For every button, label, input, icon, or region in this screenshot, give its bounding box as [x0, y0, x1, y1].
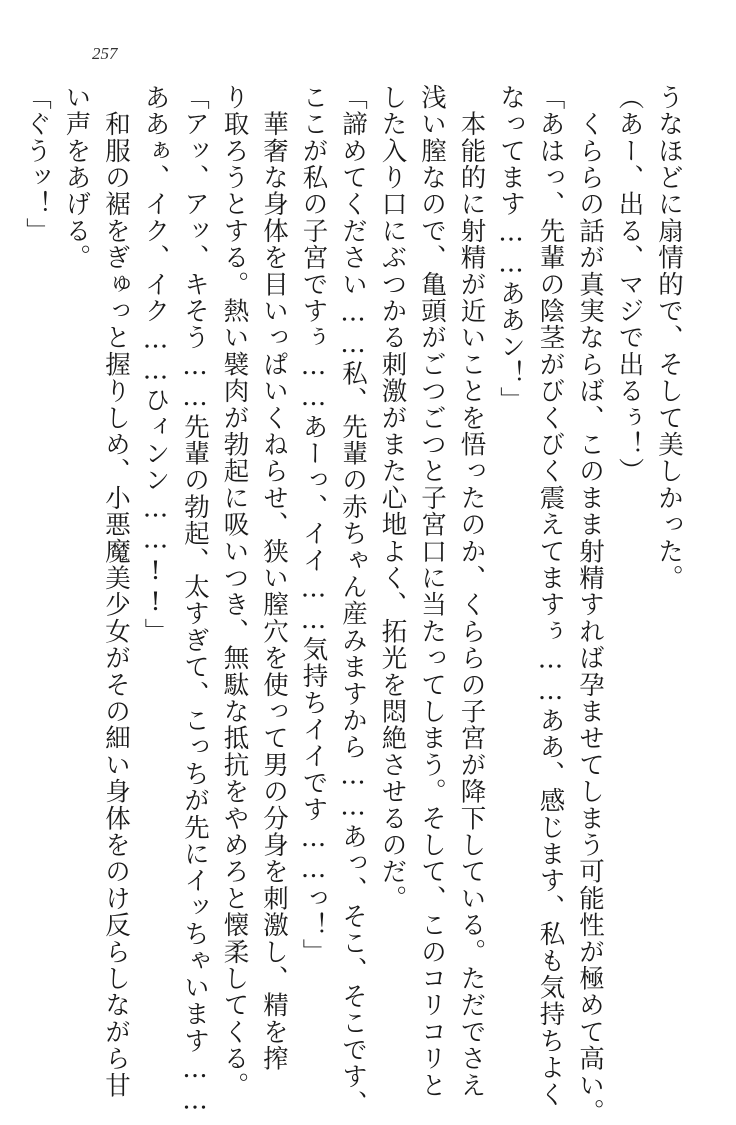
- body-text: [22, 84, 688, 1125]
- text-line: 和服の裾をぎゅっと握りしめ、小悪魔美少女がその細い身体をのけ反らしながら甘: [101, 84, 131, 1099]
- text-line: い声をあげる。: [61, 84, 92, 271]
- text-line: うなほどに扇情的で、そして美しかった。: [654, 84, 684, 592]
- text-line: なってます……ああン！」: [496, 84, 526, 414]
- text-line: 本能的に射精が近いことを悟ったのか、くららの子宮が降下している。ただでさえ: [456, 84, 487, 1099]
- text-line: 「アッ、アッ、キそう……先輩の勃起、太すぎて、こっちが先にイッちゃいます……: [180, 84, 210, 1117]
- text-line: 「ぐうッ！」: [22, 84, 52, 245]
- text-line: くららの話が真実ならば、このまま射精すれば孕ませてしまう可能性が極めて高い。: [575, 84, 605, 1125]
- text-line: ああぁ、イク、イク……ひィンン……!!」: [140, 84, 171, 645]
- text-line: 「あはっ、先輩の陰茎がびくびく震えてますぅ……ああ、感じます、私も気持ちよく: [535, 84, 566, 1108]
- page-number: 257: [92, 44, 118, 63]
- text-line: 華奢な身体を目いっぱいくねらせ、狭い膣穴を使って男の分身を刺激し、精を搾: [259, 84, 289, 1072]
- text-line: 浅い膣なので、亀頭がごつごつと子宮口に当たってしまう。そして、このコリコリと: [417, 84, 447, 1099]
- text-line: り取ろうとする。熱い襞肉が勃起に吸いつき、無駄な抵抗をやめろと懐柔してくる。: [219, 84, 250, 1099]
- text-line: ここが私の子宮ですぅ……あーっ、イイ……気持ちイイです……っ！」: [298, 84, 329, 966]
- text-line: 「諦めてください……私、先輩の赤ちゃん産みますから……あっ、そこ、そこです、: [338, 84, 368, 1117]
- text-line: （あー、出る、マジで出るぅ！）: [614, 84, 645, 485]
- text-line: した入り口にぶつかる刺激がまた心地よく、拓光を悶絶させるのだ。: [377, 84, 408, 912]
